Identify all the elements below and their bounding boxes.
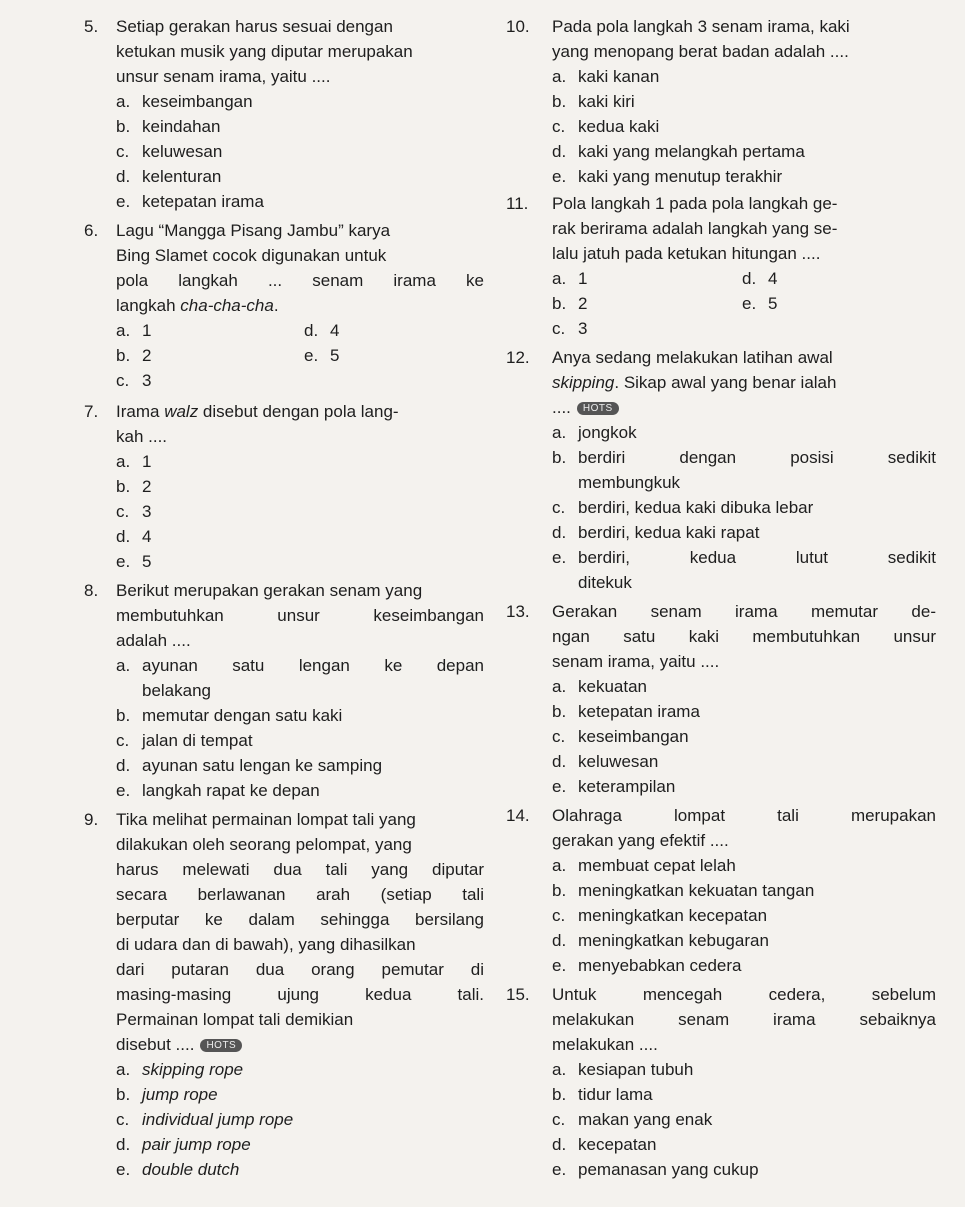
option-a[interactable]: a. kaki kanan [552, 67, 660, 86]
option-e[interactable]: e. double dutch [116, 1160, 240, 1179]
question-stem [116, 14, 484, 89]
stem-line: Tika melihat permainan lompat tali yang [116, 810, 416, 829]
option-c[interactable]: c. 3 [116, 371, 152, 390]
option-c[interactable]: c. berdiri, kedua kaki dibuka lebar [552, 498, 814, 517]
stem-line: ketukan musik yang diputar merupakan [116, 42, 413, 61]
stem-line: unsur senam irama, yaitu .... [116, 67, 331, 86]
question-number: 15. [506, 985, 530, 1004]
stem-line: Berikut merupakan gerakan senam yang [116, 581, 423, 600]
option-b[interactable]: b. kaki kiri [552, 92, 635, 111]
option-a[interactable]: a. 1 [552, 269, 588, 288]
question-stem [116, 399, 484, 449]
stem-line: harus melewati dua tali yang diputar [116, 860, 484, 879]
question-13 [506, 599, 936, 799]
option-b[interactable]: b. jump rope [116, 1085, 218, 1104]
option-a[interactable]: a. membuat cepat lelah [552, 856, 736, 875]
option-c[interactable]: c. 3 [552, 319, 588, 338]
stem-line: kah .... [116, 427, 168, 446]
option-b[interactable]: b. meningkatkan kekuatan tangan [552, 881, 815, 900]
options-grid [552, 266, 936, 341]
option-b[interactable]: b. 2 [552, 294, 588, 313]
question-8 [84, 578, 484, 803]
option-e[interactable]: e. 5 [742, 294, 778, 313]
question-stem [552, 982, 936, 1057]
hots-badge: HOTS [577, 402, 619, 415]
stem-line: melakukan senam irama sebaiknya [552, 1010, 936, 1029]
option-e-continuation: ditekuk [578, 573, 632, 592]
question-stem [116, 578, 484, 653]
question-14 [506, 803, 936, 978]
question-number: 7. [84, 402, 99, 421]
options-grid [116, 318, 484, 393]
stem-line: pola langkah ... senam irama ke [116, 271, 484, 290]
option-d[interactable]: d. kecepatan [552, 1135, 657, 1154]
option-e[interactable]: e. menyebabkan cedera [552, 956, 742, 975]
option-a-continuation: belakang [142, 681, 212, 700]
question-9 [84, 807, 484, 1182]
stem-line: dari putaran dua orang pemutar di [116, 960, 484, 979]
option-e[interactable]: e. keterampilan [552, 777, 676, 796]
question-stem [116, 218, 484, 318]
stem-line: skipping. Sikap awal yang benar ialah [552, 373, 837, 392]
option-b[interactable]: b. 2 [116, 477, 152, 496]
option-d[interactable]: d. 4 [304, 321, 340, 340]
question-number: 10. [506, 17, 530, 36]
option-d[interactable]: d. pair jump rope [116, 1135, 251, 1154]
stem-line: rak berirama adalah langkah yang se- [552, 219, 838, 238]
question-15 [506, 982, 936, 1182]
option-d[interactable]: d. berdiri, kedua kaki rapat [552, 523, 760, 542]
stem-line: gerakan yang efektif .... [552, 831, 729, 850]
stem-line: Anya sedang melakukan latihan awal [552, 348, 833, 367]
option-b[interactable]: b. berdiri dengan posisi sedikit [552, 448, 936, 467]
option-e[interactable]: e. kaki yang menutup terakhir [552, 167, 783, 186]
option-d[interactable]: d. meningkatkan kebugaran [552, 931, 769, 950]
question-number: 6. [84, 221, 99, 240]
stem-line: Pada pola langkah 3 senam irama, kaki [552, 17, 850, 36]
option-c[interactable]: c. kedua kaki [552, 117, 660, 136]
question-stem [552, 599, 936, 674]
option-c[interactable]: c. meningkatkan kecepatan [552, 906, 768, 925]
option-b[interactable]: b. 2 [116, 346, 152, 365]
option-c[interactable]: c. makan yang enak [552, 1110, 713, 1129]
question-number: 5. [84, 17, 99, 36]
stem-line: Setiap gerakan harus sesuai dengan [116, 17, 393, 36]
question-12 [506, 345, 936, 595]
question-number: 13. [506, 602, 530, 621]
option-d[interactable]: d. keluwesan [552, 752, 659, 771]
option-a[interactable]: a. kesiapan tubuh [552, 1060, 694, 1079]
left-column [84, 14, 484, 1182]
option-a[interactable]: a. 1 [116, 321, 152, 340]
stem-line: Bing Slamet cocok digunakan untuk [116, 246, 387, 265]
question-number: 8. [84, 581, 99, 600]
option-a[interactable]: a. kekuatan [552, 677, 647, 696]
option-e[interactable]: e. langkah rapat ke depan [116, 781, 320, 800]
option-d[interactable]: d. 4 [742, 269, 778, 288]
stem-line: senam irama, yaitu .... [552, 652, 720, 671]
stem-line: Gerakan senam irama memutar de- [552, 602, 936, 621]
question-stem [552, 191, 936, 266]
option-b[interactable]: b. keindahan [116, 117, 221, 136]
right-column [506, 14, 936, 1182]
stem-line: secara berlawanan arah (setiap tali [116, 885, 484, 904]
option-b[interactable]: b. memutar dengan satu kaki [116, 706, 343, 725]
question-number: 9. [84, 810, 99, 829]
option-c[interactable]: c. individual jump rope [116, 1110, 294, 1129]
option-c[interactable]: c. jalan di tempat [116, 731, 253, 750]
question-number: 12. [506, 348, 530, 367]
option-b-continuation: membungkuk [578, 473, 681, 492]
stem-line: di udara dan di bawah), yang dihasilkan [116, 935, 416, 954]
question-stem [116, 807, 484, 1057]
option-e[interactable]: e. ketepatan irama [116, 192, 264, 211]
stem-line: lalu jatuh pada ketukan hitungan .... [552, 244, 821, 263]
option-a[interactable]: a. keseimbangan [116, 92, 253, 111]
option-c[interactable]: c. keseimbangan [552, 727, 689, 746]
stem-line: .... HOTS [552, 395, 936, 420]
option-a[interactable]: a. ayunan satu lengan ke depan [116, 656, 484, 675]
question-stem [552, 803, 936, 853]
stem-line: membutuhkan unsur keseimbangan [116, 606, 484, 625]
stem-line: masing-masing ujung kedua tali. [116, 985, 484, 1004]
option-d[interactable]: d. kaki yang melangkah pertama [552, 142, 805, 161]
stem-line: Irama walz disebut dengan pola lang- [116, 402, 399, 421]
question-number: 14. [506, 806, 530, 825]
option-a[interactable]: a. jongkok [552, 423, 637, 442]
option-e[interactable]: e. 5 [116, 552, 152, 571]
option-e[interactable]: e. berdiri, kedua lutut sedikit [552, 548, 936, 567]
option-b[interactable]: b. ketepatan irama [552, 702, 700, 721]
question-7 [84, 399, 484, 574]
option-a[interactable]: a. 1 [116, 452, 152, 471]
option-d[interactable]: d. 4 [116, 527, 152, 546]
stem-line: yang menopang berat badan adalah .... [552, 42, 849, 61]
option-d[interactable]: d. ayunan satu lengan ke samping [116, 756, 383, 775]
option-a[interactable]: a. skipping rope [116, 1060, 244, 1079]
option-c[interactable]: c. 3 [116, 502, 152, 521]
stem-line: dilakukan oleh seorang pelompat, yang [116, 835, 412, 854]
question-stem [552, 345, 936, 420]
question-10 [506, 14, 936, 189]
option-c[interactable]: c. keluwesan [116, 142, 223, 161]
hots-badge: HOTS [200, 1039, 242, 1052]
option-e[interactable]: e. 5 [304, 346, 340, 365]
stem-line: melakukan .... [552, 1035, 658, 1054]
stem-line: langkah cha-cha-cha. [116, 296, 279, 315]
option-e[interactable]: e. pemanasan yang cukup [552, 1160, 759, 1179]
question-6 [84, 218, 484, 393]
stem-line: ngan satu kaki membutuhkan unsur [552, 627, 936, 646]
question-stem [552, 14, 936, 64]
stem-line: Permainan lompat tali demikian [116, 1010, 354, 1029]
question-11 [506, 191, 936, 341]
stem-line: Olahraga lompat tali merupakan [552, 806, 936, 825]
option-b[interactable]: b. tidur lama [552, 1085, 653, 1104]
stem-line: Untuk mencegah cedera, sebelum [552, 985, 936, 1004]
stem-line: berputar ke dalam sehingga bersilang [116, 910, 484, 929]
stem-line: adalah .... [116, 631, 191, 650]
stem-line: disebut .... HOTS [116, 1032, 484, 1057]
stem-line: Lagu “Mangga Pisang Jambu” karya [116, 221, 391, 240]
option-d[interactable]: d. kelenturan [116, 167, 222, 186]
stem-line: Pola langkah 1 pada pola langkah ge- [552, 194, 838, 213]
question-5 [84, 14, 484, 214]
question-number: 11. [506, 194, 529, 213]
